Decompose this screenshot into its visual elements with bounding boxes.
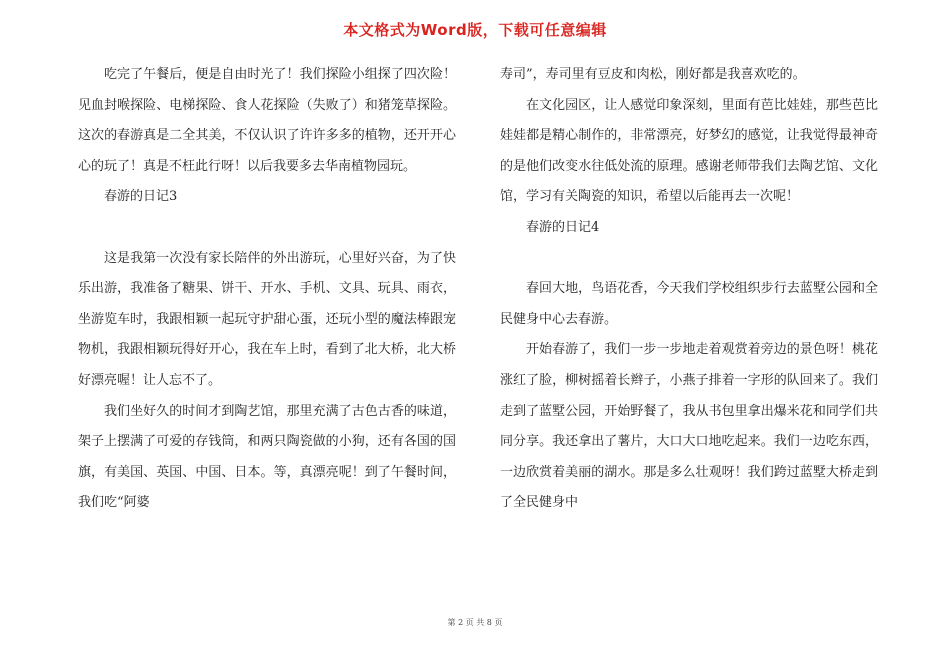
page-number: 第 2 页 共 8 页 [447, 618, 503, 627]
paragraph: 这是我第一次没有家长陪伴的外出游玩，心里好兴奋，为了快乐出游，我准备了糖果、饼干、开水、手机、文具、玩具、雨衣，坐游览车时，我跟相颖一起玩守护甜心蛋，还玩小型的魔法棒跟宠物机，我跟相颖玩得好开心，我在车上时，看到了北大桥，北大桥好漂亮喔！让人忘不了。 [78, 250, 456, 388]
paragraph: 我们坐好久的时间才到陶艺馆，那里充满了古色古香的味道，架子上摆满了可爱的存钱筒，和两只陶瓷做的小狗，还有各国的国旗，有美国、英国、中国、日本。等，真漂亮呢！到了午餐时间，我们吃“阿婆 [78, 403, 456, 511]
section-heading: 春游的日记4 [526, 219, 600, 235]
paragraph: 寿司”，寿司里有豆皮和肉松，刚好都是我喜欢吃的。 [500, 67, 806, 82]
document-banner: 本文格式为Word版，下载可任意编辑 [343, 21, 607, 39]
paragraph: 吃完了午餐后，便是自由时光了！我们探险小组探了四次险！见血封喉探险、电梯探险、食人花探险（失败了）和猪笼草探险。这次的春游真是二全其美，不仅认识了许许多多的植物，还开开心心的玩了！真是不枉此行呀！以后我要多去华南植物园玩。 [78, 67, 456, 174]
section-heading: 春游的日记3 [104, 189, 178, 205]
right-column [500, 60, 878, 519]
left-column [78, 60, 456, 519]
paragraph: 开始春游了，我们一步一步地走着观赏着旁边的景色呀！桃花涨红了脸，柳树摇着长辫子，小燕子排着一字形的队回来了。我们走到了蓝墅公园，开始野餐了，我从书包里拿出爆米花和同学们共同分享。我还拿出了薯片，大口大口地吃起来。我们一边吃东西，一边欣赏着美丽的湖水。那是多么壮观呀！我们跨过蓝墅大桥走到了全民健身中 [500, 342, 878, 511]
paragraph: 春回大地，鸟语花香，今天我们学校组织步行去蓝墅公园和全民健身中心去春游。 [500, 281, 878, 327]
paragraph: 在文化园区，让人感觉印象深刻，里面有芭比娃娃，那些芭比娃娃都是精心制作的，非常漂亮，好梦幻的感觉，让我觉得最神奇的是他们改变水往低处流的原理。感谢老师带我们去陶艺馆、文化馆，学习有关陶瓷的知识，希望以后能再去一次呢！ [500, 97, 878, 205]
